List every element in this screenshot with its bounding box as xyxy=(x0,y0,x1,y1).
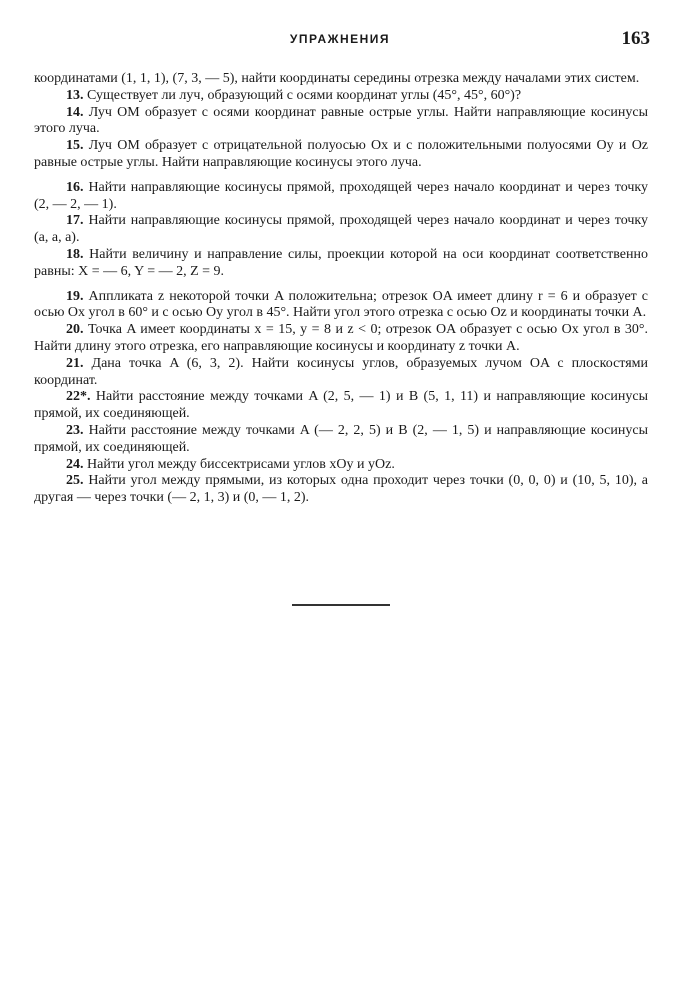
exercise-text: Найти направляющие косинусы прямой, проходящей через начало координат и через точку (2, — 2, — 1). xyxy=(34,179,649,212)
page-number: 163 xyxy=(621,28,650,49)
exercise-number: 19. xyxy=(66,288,84,304)
exercise-text: координатами (1, 1, 1), (7, 3, — 5), найти координаты середины отрезка между началами этих систем. xyxy=(34,71,640,86)
exercise-number: 16. xyxy=(66,179,84,195)
exercise-text: Найти расстояние между точками A (— 2, 2, 5) и B (2, — 1, 5) и направляющие косинусы прямой, их соединяющей. xyxy=(34,422,649,455)
continued-exercise-text xyxy=(34,71,648,88)
exercise-text: Найти расстояние между точками A (2, 5, — 1) и B (5, 1, 11) и направляющие косинусы прямой, их соединяющей. xyxy=(34,389,649,422)
exercise-number: 15. xyxy=(66,138,84,154)
exercise-text: Найти направляющие косинусы прямой, проходящей через начало координат и через точку (a, a, a). xyxy=(34,213,649,246)
section-end-rule xyxy=(292,604,390,606)
exercise-17 xyxy=(34,213,648,247)
exercise-text: Аппликата z некоторой точки A положительна; отрезок OA имеет длину r = 6 и образует с осью Ox угол в 60° и с осью Oy угол в 45°. Найти угол этого отрезка с осью Oz и координаты точки A. xyxy=(34,288,648,321)
exercise-14 xyxy=(34,105,648,139)
exercise-text: Найти величину и направление силы, проекции которой на оси координат соответственно равны: X = — 6, Y = — 2, Z = 9. xyxy=(34,246,648,279)
exercise-number: 13. xyxy=(66,87,84,103)
exercise-25 xyxy=(34,473,648,507)
exercise-list xyxy=(34,71,648,507)
exercise-text: Существует ли луч, образующий с осями координат углы (45°, 45°, 60°)? xyxy=(87,87,522,103)
exercise-text: Луч OM образует с осями координат равные острые углы. Найти направляющие косинусы этого луча. xyxy=(34,104,648,137)
exercise-16 xyxy=(34,180,648,214)
exercise-number: 23. xyxy=(66,422,84,438)
exercise-20 xyxy=(34,322,648,356)
exercise-23 xyxy=(34,423,648,457)
exercise-number: 17. xyxy=(66,213,84,229)
exercise-number: 25. xyxy=(66,473,84,489)
exercise-number: 21. xyxy=(66,355,84,371)
exercise-number: 24. xyxy=(66,456,84,472)
exercise-text: Найти угол между биссектрисами углов xOy и yOz. xyxy=(87,456,395,472)
exercise-text: Луч OM образует с отрицательной полуосью Ox и с положительными полуосями Oy и Oz равные острые углы. Найти направляющие косинусы этого луча. xyxy=(34,138,649,170)
exercise-number: 22*. xyxy=(66,389,91,405)
exercise-22 xyxy=(34,389,648,423)
running-head xyxy=(0,28,680,52)
exercise-19 xyxy=(34,289,648,323)
exercise-number: 14. xyxy=(66,104,84,120)
exercise-number: 18. xyxy=(66,246,84,262)
exercise-18 xyxy=(34,247,648,281)
exercise-number: 20. xyxy=(66,322,84,338)
exercise-text: Найти угол между прямыми, из которых одна проходит через точки (0, 0, 0) и (10, 5, 10), а другая — через точки (— 2, 1, 3) и (0, — 1, 2). xyxy=(34,473,649,506)
exercise-21 xyxy=(34,356,648,390)
exercise-text: Дана точка A (6, 3, 2). Найти косинусы углов, образуемых лучом OA с плоскостями координат. xyxy=(34,355,649,388)
exercise-13 xyxy=(34,88,648,105)
exercise-15 xyxy=(34,138,648,172)
section-title: УПРАЖНЕНИЯ xyxy=(289,32,391,46)
exercise-text: Точка A имеет координаты x = 15, y = 8 и z < 0; отрезок OA образует с осью Ox угол в 30°. Найти длину этого отрезка, его направляющие косинусы и координату z точки A. xyxy=(34,322,649,354)
exercise-24 xyxy=(34,457,648,474)
